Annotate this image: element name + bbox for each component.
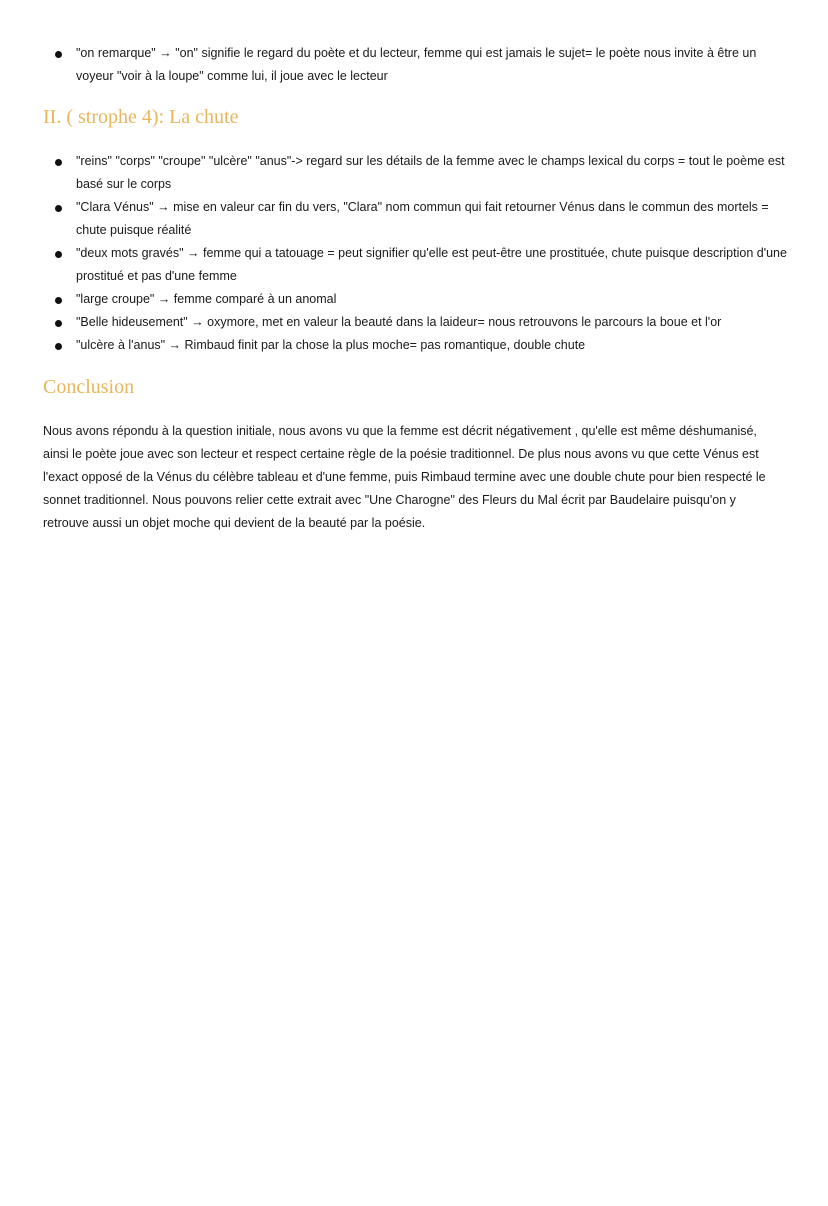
bullet-dot — [55, 343, 62, 350]
bullet-text: "deux mots gravés" → femme qui a tatouage = peut signifier qu'elle est peut-être une prostituée, chute puisque description d'une prostitué et pas d'une femme — [76, 246, 787, 283]
section2-bullet-list — [52, 150, 792, 357]
section-heading: II. ( strophe 4): La chute — [43, 106, 239, 128]
bullet-text: "reins" "corps" "croupe" "ulcère" "anus"-> regard sur les détails de la femme avec le champs lexical du corps = tout le poème est basé sur le corps — [76, 154, 785, 191]
intro-bullet-list — [52, 42, 792, 88]
list-item — [52, 311, 792, 334]
bullet-text: "large croupe" → femme comparé à un anomal — [76, 292, 337, 306]
bullet-dot — [55, 205, 62, 212]
conclusion-heading: Conclusion — [43, 376, 135, 398]
list-item — [52, 334, 792, 357]
bullet-text: "Clara Vénus" → mise en valeur car fin du vers, "Clara" nom commun qui fait retourner Vénus dans le commun des mortels = chute puisque réalité — [76, 200, 769, 237]
list-item — [52, 242, 792, 288]
bullet-dot — [55, 320, 62, 327]
bullet-text: "Belle hideusement" → oxymore, met en valeur la beauté dans la laideur= nous retrouvons le parcours la boue et l'or — [76, 315, 722, 329]
list-item — [52, 288, 792, 311]
list-item — [52, 42, 792, 88]
bullet-dot — [55, 297, 62, 304]
bullet-text: "ulcère à l'anus" → Rimbaud finit par la chose la plus moche= pas romantique, double chute — [76, 338, 586, 352]
bullet-dot — [55, 251, 62, 258]
bullet-dot — [55, 159, 62, 166]
bullet-dot — [55, 51, 62, 58]
conclusion-paragraph: Nous avons répondu à la question initiale, nous avons vu que la femme est décrit négativement , qu'elle est même déshumanisé, ainsi le poète joue avec son lecteur et respect certaine règle de la poésie traditionnel. De plus nous avons vu que cette Vénus est l'exact opposé de la Vénus du célèbre tableau et d'une femme, puis Rimbaud termine avec une double chute pour bien respecté le sonnet traditionnel. Nous pouvons relier cette extrait avec "Une Charogne" des Fleurs du Mal écrit par Baudelaire puisqu'on y retrouve aussi un objet moche qui devient de la beauté par la poésie. — [43, 424, 766, 530]
list-item — [52, 150, 792, 196]
bullet-text: "on remarque" → "on" signifie le regard du poète et du lecteur, femme qui est jamais le sujet= le poète nous invite à être un voyeur "voir à la loupe" comme lui, il joue avec le lecteur — [76, 46, 757, 83]
list-item — [52, 196, 792, 242]
